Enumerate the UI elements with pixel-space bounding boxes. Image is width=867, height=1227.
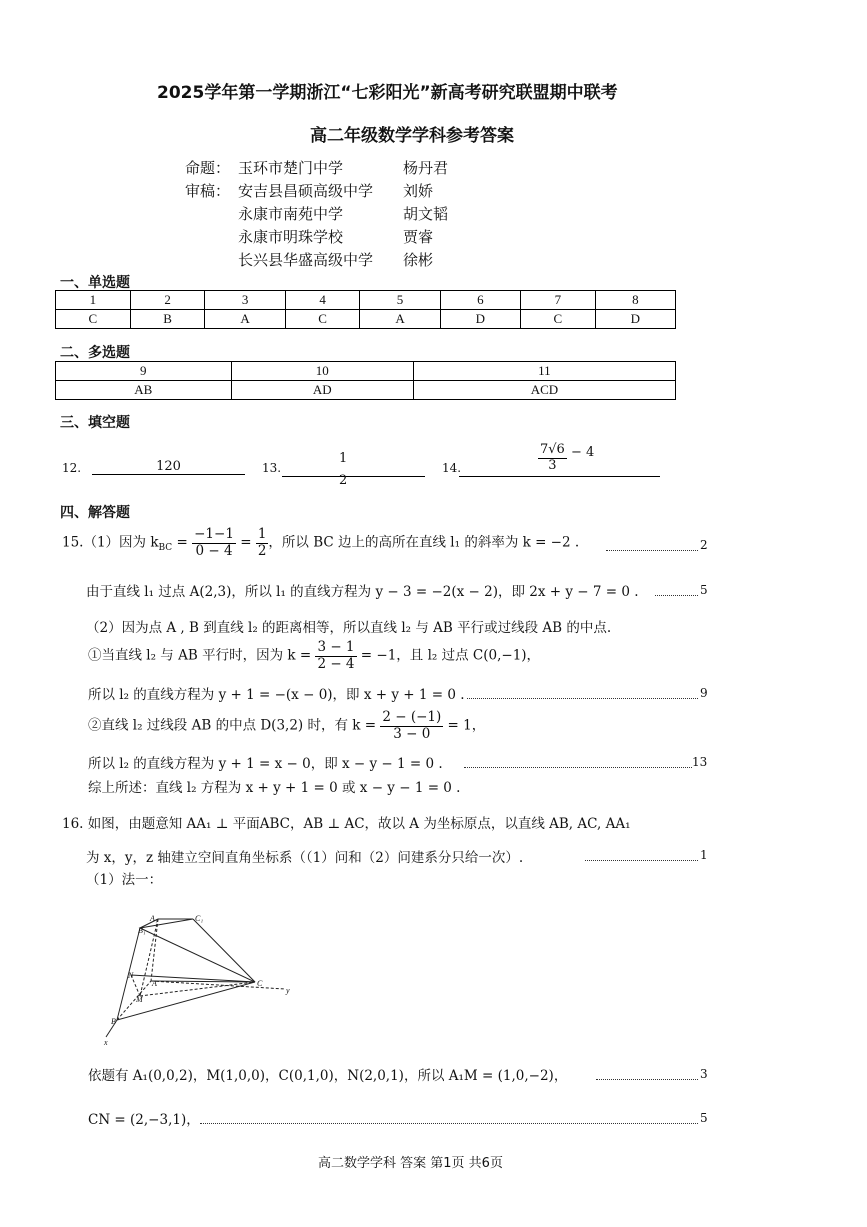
q13-fraction — [339, 451, 347, 490]
label-B1: B₁ — [138, 926, 146, 935]
q15-frac2-den: 2 — [257, 542, 267, 559]
answer-cell: D — [440, 310, 520, 329]
credit-name: 徐彬 — [403, 251, 434, 269]
q15-l6-pre: ②直线 l₂ 过线段 AB 的中点 D(3,2) 时，有 k = — [88, 717, 381, 734]
q14-numerator: 7√6 — [540, 442, 565, 457]
y-axis — [151, 981, 285, 989]
z-axis — [151, 919, 158, 981]
edge-C1C — [193, 919, 255, 982]
leader-dots — [464, 767, 692, 768]
page-subtitle: 高二年级数学学科参考答案 — [310, 126, 514, 146]
multi-choice-answer-table — [55, 361, 676, 400]
q15-slope-fraction — [192, 527, 236, 559]
table-row — [56, 310, 676, 329]
q15-line-5: 所以 l₂ 的直线方程为 y + 1 = −(x − 0)，即 x + y + 1 = 0 . — [88, 687, 465, 703]
section-heading-solutions: 四、解答题 — [60, 505, 130, 521]
q15-line-7: 所以 l₂ 的直线方程为 y + 1 = x − 0，即 x − y − 1 = 0 . — [88, 756, 443, 772]
question-number: 9 — [56, 362, 232, 381]
answer-cell: C — [520, 310, 595, 329]
q15-line-3: （2）因为点 A , B 到直线 l₂ 的距离相等，所以直线 l₂ 与 AB 平行或过线段 AB 的中点. — [86, 620, 612, 636]
q16-score-1: 1 — [700, 848, 708, 862]
answer-cell: AB — [56, 381, 232, 400]
credit-school: 永康市明珠学校 — [238, 228, 344, 246]
credit-role: 审稿： — [185, 182, 231, 200]
credit-name: 贾睿 — [403, 228, 434, 246]
q15-l1-post: ，所以 BC 边上的高所在直线 l₁ 的斜率为 k = −2 . — [268, 534, 580, 551]
leader-dots — [606, 550, 698, 551]
leader-dots — [467, 698, 698, 699]
question-number: 11 — [413, 362, 675, 381]
prism-figure — [100, 885, 300, 1050]
q15-l4-num: 3 − 1 — [317, 639, 355, 655]
credit-name: 胡文韬 — [403, 205, 449, 223]
answer-cell: A — [360, 310, 440, 329]
leader-dots — [655, 595, 698, 596]
answer-cell: A — [205, 310, 285, 329]
answer-cell: D — [595, 310, 675, 329]
question-number: 10 — [231, 362, 413, 381]
q15-l6-den: 3 − 0 — [393, 725, 431, 742]
label-A: A — [152, 979, 157, 988]
q15-l1-pre: 15.（1）因为 k — [62, 534, 159, 551]
q13-label: 13. — [262, 461, 282, 475]
q15-score-3: 9 — [700, 686, 708, 700]
label-N: N — [128, 971, 134, 980]
credit-school: 安吉县昌硕高级中学 — [238, 182, 374, 200]
q15-parallel-fraction — [315, 640, 356, 672]
label-B: B — [111, 1017, 116, 1026]
question-number: 7 — [520, 291, 595, 310]
credit-name: 刘娇 — [403, 182, 434, 200]
label-C: C — [257, 979, 263, 988]
q15-l4-post: = −1，且 l₂ 过点 C(0,−1)， — [356, 647, 541, 664]
q15-frac1-num: −1−1 — [194, 526, 234, 542]
q12-answer: 120 — [92, 459, 245, 475]
answer-cell: ACD — [413, 381, 675, 400]
q15-line-4 — [88, 640, 540, 672]
q16-line-2: 为 x，y，z 轴建立空间直角坐标系（（1）问和（2）问建系分只给一次）. — [86, 850, 524, 866]
q15-midpoint-fraction — [380, 710, 443, 742]
answer-cell: B — [130, 310, 205, 329]
q15-frac2-num: 1 — [257, 526, 267, 542]
q14-denominator: 3 — [548, 457, 557, 473]
q12-label: 12. — [62, 461, 82, 475]
answer-cell: C — [285, 310, 360, 329]
q15-score-4: 13 — [692, 755, 708, 769]
label-M: M — [136, 995, 143, 1004]
question-number: 5 — [360, 291, 440, 310]
credit-role: 命题： — [185, 159, 231, 177]
label-C1: C₁ — [195, 914, 204, 923]
q15-l4-pre: ①当直线 l₂ 与 AB 平行时，因为 k = — [88, 647, 316, 664]
leader-dots — [596, 1079, 698, 1080]
q13-numerator: 1 — [339, 451, 348, 466]
page-title: 2025学年第一学期浙江“七彩阳光”新高考研究联盟期中联考 — [157, 83, 618, 103]
leader-dots — [585, 860, 698, 861]
q15-slope-value — [256, 527, 269, 559]
edge-B1C — [140, 928, 255, 982]
q15-score-2: 5 — [700, 583, 708, 597]
answer-cell: AD — [231, 381, 413, 400]
table-row — [56, 362, 676, 381]
q16-line-5: CN = (2,−3,1)， — [88, 1112, 200, 1128]
q14-fraction — [538, 443, 594, 474]
q14-label: 14. — [442, 461, 462, 475]
single-choice-answer-table — [55, 290, 676, 329]
q15-line-8: 综上所述：直线 l₂ 方程为 x + y + 1 = 0 或 x − y − 1 = 0 . — [88, 780, 461, 796]
leader-dots — [200, 1123, 698, 1124]
question-number: 2 — [130, 291, 205, 310]
question-number: 3 — [205, 291, 285, 310]
section-heading-fill-blank: 三、填空题 — [60, 415, 130, 431]
credit-school: 长兴县华盛高级中学 — [238, 251, 374, 269]
table-row — [56, 381, 676, 400]
q15-l4-den: 2 − 4 — [317, 655, 355, 672]
q15-l6-num: 2 − (−1) — [382, 709, 442, 725]
answer-cell: C — [56, 310, 131, 329]
q15-line-2: 由于直线 l₁ 过点 A(2,3)，所以 l₁ 的直线方程为 y − 3 = −2(x − 2)，即 2x + y − 7 = 0 . — [86, 584, 639, 600]
question-number: 4 — [285, 291, 360, 310]
q16-score-2: 3 — [700, 1067, 708, 1081]
q16-line-4: 依题有 A₁(0,0,2)，M(1,0,0)，C(0,1,0)，N(2,0,1)，所以 A₁M = (1,0,−2)， — [88, 1068, 568, 1084]
page-footer: 高二数学学科 答案 第1页 共6页 — [318, 1156, 503, 1171]
credit-name: 杨丹君 — [403, 159, 449, 177]
section-heading-single-choice: 一、单选题 — [60, 275, 130, 291]
q15-l6-post: = 1， — [443, 717, 486, 734]
label-y: y — [286, 986, 290, 995]
question-number: 8 — [595, 291, 675, 310]
label-A1: A₁ — [150, 914, 158, 923]
q15-score-1: 2 — [700, 538, 708, 552]
q14-answer-line — [459, 476, 660, 477]
q13-answer-line — [282, 476, 425, 477]
question-number: 1 — [56, 291, 131, 310]
q15-line-1: 15.（1）因为 $k_{BC}$ = $\frac{-1-1}{0 - 4}$ = $\frac{1}{2}$ ，所以 BC 边上的高所在直线 l₁ 的斜率为 k = −2 . — [62, 526, 580, 559]
credit-school: 玉环市楚门中学 — [238, 159, 344, 177]
q15-l1-sub: BC — [158, 543, 173, 554]
q16-line-1: 16. 如图，由题意知 AA₁ ⊥ 平面ABC，AB ⊥ AC，故以 A 为坐标原点，以直线 AB, AC, AA₁ — [62, 816, 631, 832]
q14-frac — [538, 443, 567, 474]
q16-score-3: 5 — [700, 1111, 708, 1125]
q15-line-6 — [88, 710, 485, 742]
label-x: x — [104, 1038, 108, 1047]
q13-denominator: 2 — [339, 473, 348, 489]
q14-tail: − 4 — [570, 444, 595, 460]
table-row — [56, 291, 676, 310]
section-heading-multi-choice: 二、多选题 — [60, 345, 130, 361]
q15-l1-eq: = — [172, 534, 193, 551]
credit-school: 永康市南苑中学 — [238, 205, 344, 223]
q16-line-3: （1）法一： — [86, 872, 163, 888]
question-number: 6 — [440, 291, 520, 310]
q15-frac1-den: 0 − 4 — [195, 542, 233, 559]
